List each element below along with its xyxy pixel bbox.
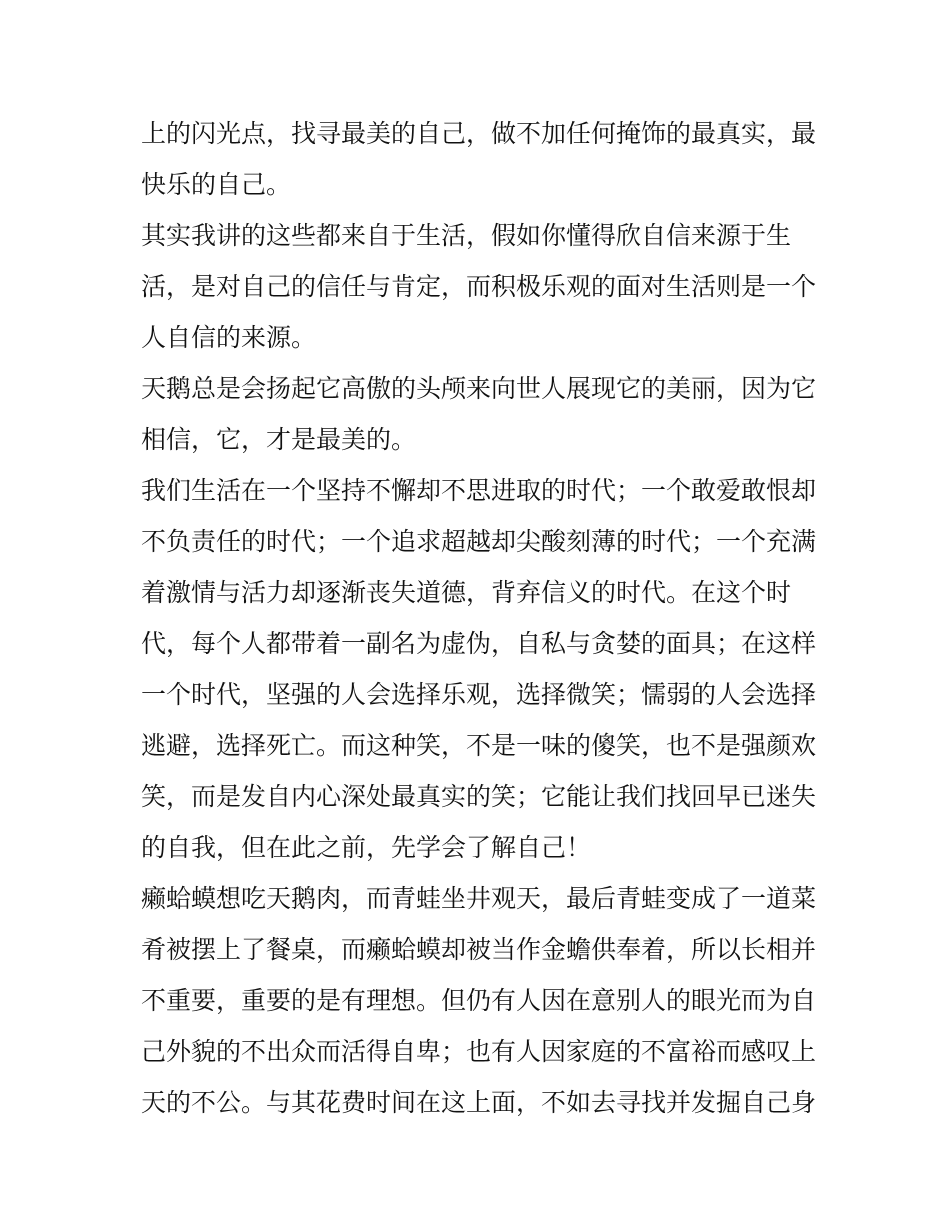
- text-line: 的自我，但在此之前，先学会了解自己！: [141, 833, 592, 862]
- text-line: 笑，而是发自内心深处最真实的笑；它能让我们找回早已迷失: [141, 782, 817, 811]
- text-line: 逃避，选择死亡。而这种笑，不是一味的傻笑，也不是强颜欢: [141, 731, 817, 760]
- text-line: 其实我讲的这些都来自于生活，假如你懂得欣自信来源于生: [141, 221, 792, 250]
- text-line: 不重要，重要的是有理想。但仍有人因在意别人的眼光而为自: [141, 986, 817, 1015]
- text-line: 天鹅总是会扬起它高傲的头颅来向世人展现它的美丽，因为它: [141, 374, 817, 403]
- text-line: 人自信的来源。: [141, 323, 317, 352]
- text-line: 我们生活在一个坚持不懈却不思进取的时代；一个敢爱敢恨却: [141, 476, 817, 505]
- text-line: 相信，它，才是最美的。: [141, 425, 417, 454]
- text-line: 癞蛤蟆想吃天鹅肉，而青蛙坐井观天，最后青蛙变成了一道菜: [141, 884, 817, 913]
- text-line: 肴被摆上了餐桌，而癞蛤蟆却被当作金蟾供奉着，所以长相并: [141, 935, 817, 964]
- text-line: 一个时代，坚强的人会选择乐观，选择微笑；懦弱的人会选择: [141, 680, 817, 709]
- text-line: 着激情与活力却逐渐丧失道德，背弃信义的时代。在这个时: [141, 578, 792, 607]
- text-line: 上的闪光点，找寻最美的自己，做不加任何掩饰的最真实，最: [141, 119, 817, 148]
- text-line: 快乐的自己。: [141, 170, 292, 199]
- text-line: 代，每个人都带着一副名为虚伪，自私与贪婪的面具；在这样: [141, 629, 817, 658]
- text-line: 活，是对自己的信任与肯定，而积极乐观的面对生活则是一个: [141, 272, 817, 301]
- text-line: 天的不公。与其花费时间在这上面，不如去寻找并发掘自己身: [141, 1088, 817, 1117]
- text-line: 己外貌的不出众而活得自卑；也有人因家庭的不富裕而感叹上: [141, 1037, 817, 1066]
- text-line: 不负责任的时代；一个追求超越却尖酸刻薄的时代；一个充满: [141, 527, 817, 556]
- body-text: [141, 108, 821, 1128]
